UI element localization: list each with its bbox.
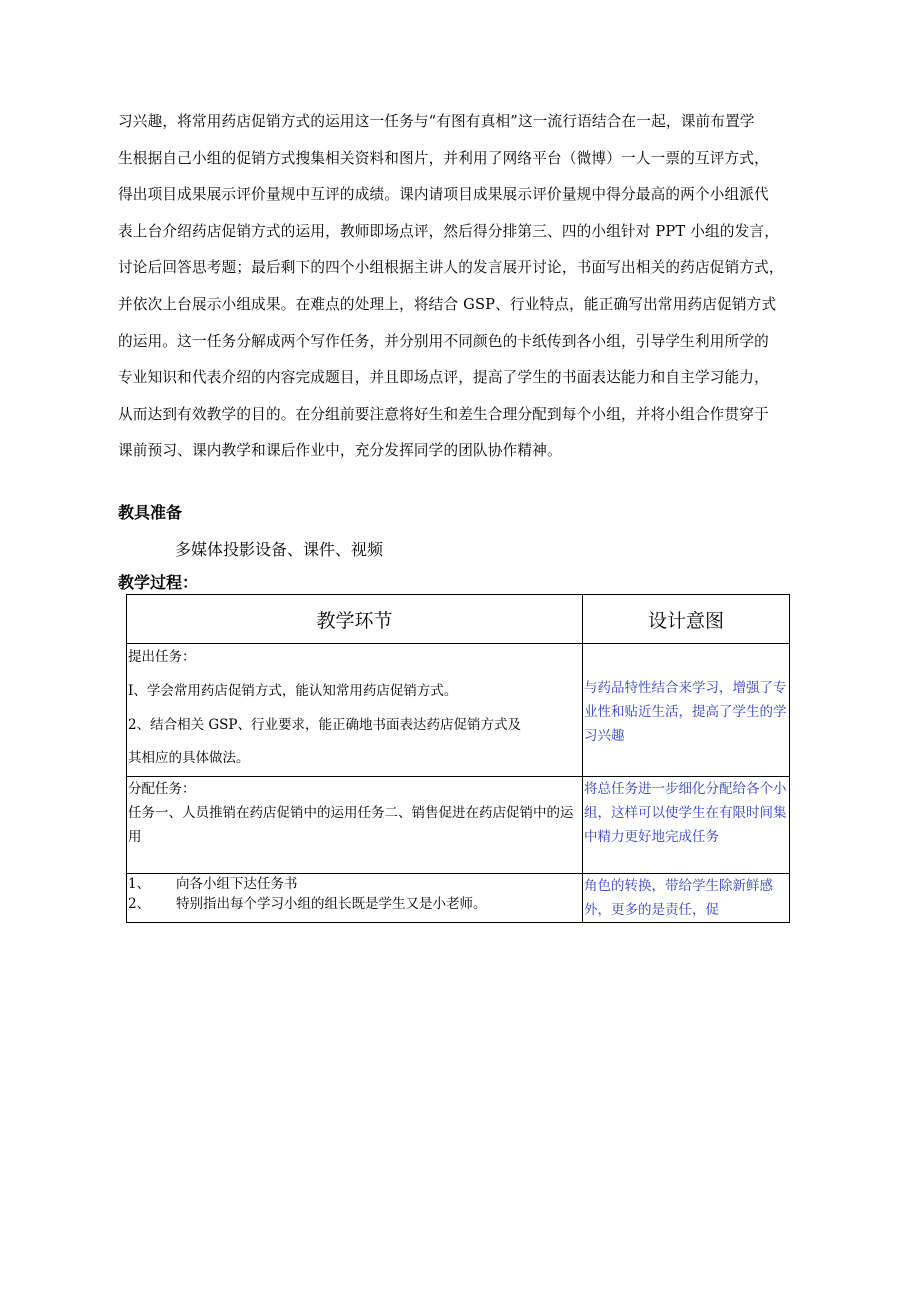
teaching-process-table: [126, 594, 790, 923]
intent-cell: [583, 644, 790, 777]
step-number: 2、: [128, 896, 151, 912]
paragraph-line: 专业知识和代表介绍的内容完成题目，并且即场点评，提高了学生的书面表达能力和自主学习能力，: [118, 369, 769, 387]
table-row: [127, 644, 790, 777]
paragraph-line: 的运用。这一任务分解成两个写作任务，并分别用不同颜色的卡纸传到各小组，引导学生利用所学的: [118, 332, 769, 350]
intent-cell: [583, 874, 790, 923]
step-text: 特别指出每个学习小组的组长既是学生又是小老师。: [176, 896, 487, 912]
intent-text: 与药品特性结合来学习，增强了专业性和贴近生活，提高了学生的学习兴趣: [584, 680, 787, 744]
step-title: 提出任务：: [128, 649, 196, 665]
step-cell: [127, 644, 583, 777]
intent-cell: [583, 777, 790, 874]
step-line: 2、结合相关 GSP、行业要求，能正确地书面表达药店促销方式及: [128, 717, 521, 733]
step-line: [128, 874, 581, 894]
step-number: 1、: [128, 876, 151, 892]
step-cell: [127, 874, 583, 923]
paragraph-line: 表上台介绍药店促销方式的运用，教师即场点评，然后得分排第三、四的小组针对 PPT 小组的发言，: [118, 222, 779, 240]
header-teaching-step: 教学环节: [127, 595, 583, 644]
paragraph-line: 从而达到有效教学的目的。在分组前要注意将好生和差生合理分配到每个小组，并将小组合作贯穿于: [118, 405, 769, 423]
table-row: [127, 777, 790, 874]
paragraph-line: 习兴趣，将常用药店促销方式的运用这一任务与“有图有真相”这一流行语结合在一起，课前布置学: [118, 113, 755, 130]
step-text: 向各小组下达任务书: [176, 876, 298, 892]
paragraph-line: 生根据自己小组的促销方式搜集相关资料和图片，并利用了网络平台（微博）一人一票的互评方式，: [118, 149, 769, 167]
table-row: [127, 874, 790, 923]
tools-content: 多媒体投影设备、课件、视频: [175, 540, 384, 559]
tools-heading: 教具准备: [118, 503, 183, 522]
step-line: [128, 894, 581, 914]
process-heading: 教学过程：: [118, 573, 199, 592]
step-line: 其相应的具体做法。: [128, 750, 250, 766]
paragraph-line: 课前预习、课内教学和课后作业中，充分发挥同学的团队协作精神。: [118, 442, 562, 460]
header-design-intent: 设计意图: [583, 595, 790, 644]
paragraph-line: 得出项目成果展示评价量规中互评的成绩。课内请项目成果展示评价量规中得分最高的两个小组派代: [118, 186, 769, 204]
intent-text: 将总任务进一步细化分配给各个小组，这样可以使学生在有限时间集中精力更好地完成任务: [584, 781, 787, 845]
step-cell: [127, 777, 583, 874]
step-line: I、学会常用药店促销方式，能认知常用药店促销方式。: [128, 683, 458, 699]
step-line: 任务一、人员推销在药店促销中的运用任务二、销售促进在药店促销中的运用: [128, 805, 574, 845]
table-header-row: [127, 595, 790, 644]
paragraph-line: 讨论后回答思考题；最后剩下的四个小组根据主讲人的发言展开讨论，书面写出相关的药店促销方式，: [118, 259, 784, 277]
intro-paragraph: [118, 104, 808, 470]
step-title: 分配任务：: [128, 781, 196, 797]
intent-text: 角色的转换，带给学生除新鲜感外，更多的是责任，促: [584, 878, 773, 918]
paragraph-line: 并依次上台展示小组成果。在难点的处理上，将结合 GSP、行业特点，能正确写出常用药店促销方式: [118, 295, 777, 313]
